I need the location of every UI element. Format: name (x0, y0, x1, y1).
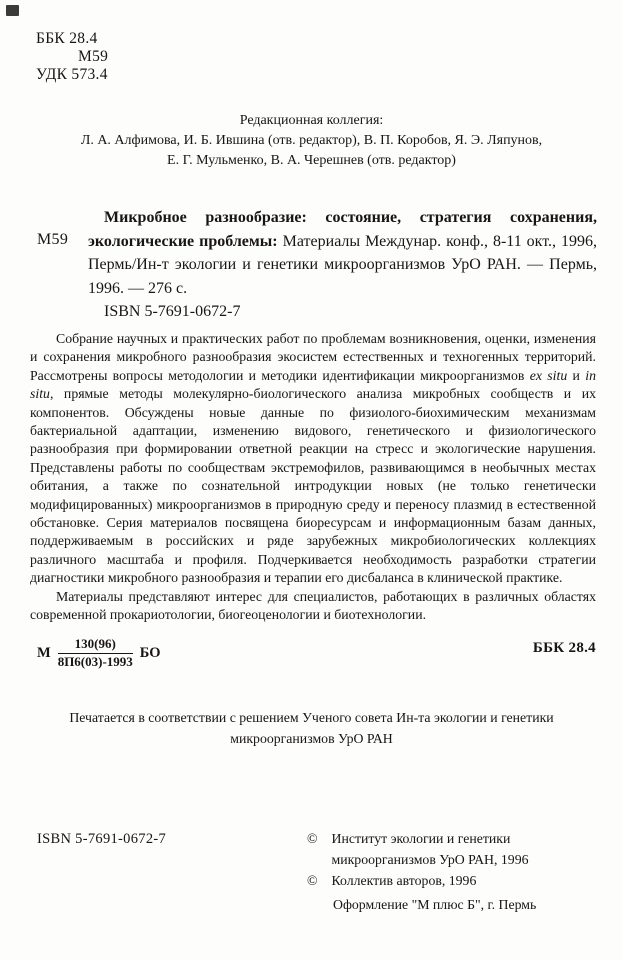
scan-artifact-mark (6, 5, 19, 16)
copyright-authors-text: Коллектив авторов, 1996 (331, 873, 477, 888)
catalog-entry-text (88, 206, 597, 300)
catalog-stamp (37, 637, 161, 670)
stamp-fraction-denominator: 8П6(03)-1993 (57, 653, 133, 669)
annotation-paragraph-1 (30, 330, 596, 588)
copyright-entry-authors (307, 871, 567, 892)
copyright-institute-line1: Институт экологии и генетики (331, 831, 511, 846)
top-classification-codes (36, 30, 108, 84)
copyright-institute-line2: микроорганизмов УрО РАН, 1996 (331, 851, 529, 867)
editorial-board-names-line1: Л. А. Алфимова, И. Б. Ившина (отв. редактор), В. П. Коробов, Я. Э. Ляпунов, (80, 133, 543, 148)
print-note-line1: Печатается в соответствии с решением Ученого совета Ин-та экологии и генетики (69, 710, 554, 725)
annotation-text: Собрание научных и практических работ по проблемам возникновения, оценки, изменения и сохранения микробного разнообразия экосистем естественных и техногенных территорий. Рассмотрены вопросы методологии и методики идентификации микроорганизмов (30, 331, 596, 383)
catalog-entry-description: Материалы Междунар. конф., 8-11 окт., 1996, Пермь/Ин-т экологии и генетики микроорганизмов УрО РАН. — Пермь, 1996. — 276 с. (88, 232, 598, 297)
udk-code: УДК 573.4 (36, 66, 108, 83)
stamp-fraction-numerator: 130(96) (58, 637, 133, 654)
copyright-icon: © (307, 873, 318, 888)
stamp-fraction (58, 637, 133, 670)
editorial-board-names-line2: Е. Г. Мульменко, В. А. Черешнев (отв. редактор) (167, 153, 456, 168)
latin-term-in-situ: in situ (30, 367, 596, 402)
copyright-institute-text (331, 829, 528, 870)
stamp-prefix: М (37, 644, 51, 661)
bbk-code-right: ББК 28.4 (532, 640, 596, 656)
footer-isbn: ISBN 5-7691-0672-7 (37, 831, 167, 847)
design-credit: Оформление "М плюс Б", г. Пермь (333, 896, 537, 912)
annotation-block (30, 330, 596, 625)
catalog-stamp-row (0, 637, 623, 677)
catalog-entry (88, 206, 597, 324)
copyright-icon: © (307, 831, 318, 846)
copyright-block (307, 829, 567, 915)
annotation-text: и (567, 367, 586, 383)
annotation-text: , прямые методы молекулярно-биологического анализа микробных сообществ и их компонентов. Обсуждены новые данные по физиолого-биохимическим механизмам бактериальной адаптации, изменению видового, генетического и физиологического разнообразия при формировании ответной реакции на стресс и экологические нарушения. Представлены работы по сообществам экстремофилов, развивающимся в необычных местах обитания, а также по сознательной интродукции новых (не только генетически модифицированных) микроорганизмов в природную среду и переносу плазмид в естественной обстановке. Серия материалов посвящена биоресурсам и информационным базам данных, поддерживаемым в российских и ряде зарубежных микробиологических коллекциях различного масштаба и профиля. Подчеркивается необходимость разработки стратегии диагностики микробного разнообразия и терапии его дисбаланса в клинической практике. (30, 386, 596, 586)
annotation-paragraph-2: Материалы представляют интерес для специалистов, работающих в различных областях современной прокариотологии, биогеоценологии и биотехнологии. (30, 588, 596, 623)
latin-term-ex-situ: ex situ (529, 367, 568, 383)
print-note-line2: микроорганизмов УрО РАН (230, 731, 393, 746)
stamp-suffix: БО (139, 644, 161, 661)
editorial-board (0, 111, 623, 171)
copyright-entry-institute (307, 829, 567, 870)
catalog-entry-isbn: ISBN 5-7691-0672-7 (104, 303, 241, 320)
catalog-entry-title: Микробное разнообразие: состояние, стратегия сохранения, экологические проблемы: (88, 209, 597, 250)
catalog-margin-code: М59 (37, 231, 69, 248)
author-sign-code: М59 (78, 48, 109, 65)
print-approval-note (0, 707, 623, 749)
editorial-board-heading: Редакционная коллегия: (239, 113, 384, 128)
bbk-code: ББК 28.4 (36, 30, 98, 47)
